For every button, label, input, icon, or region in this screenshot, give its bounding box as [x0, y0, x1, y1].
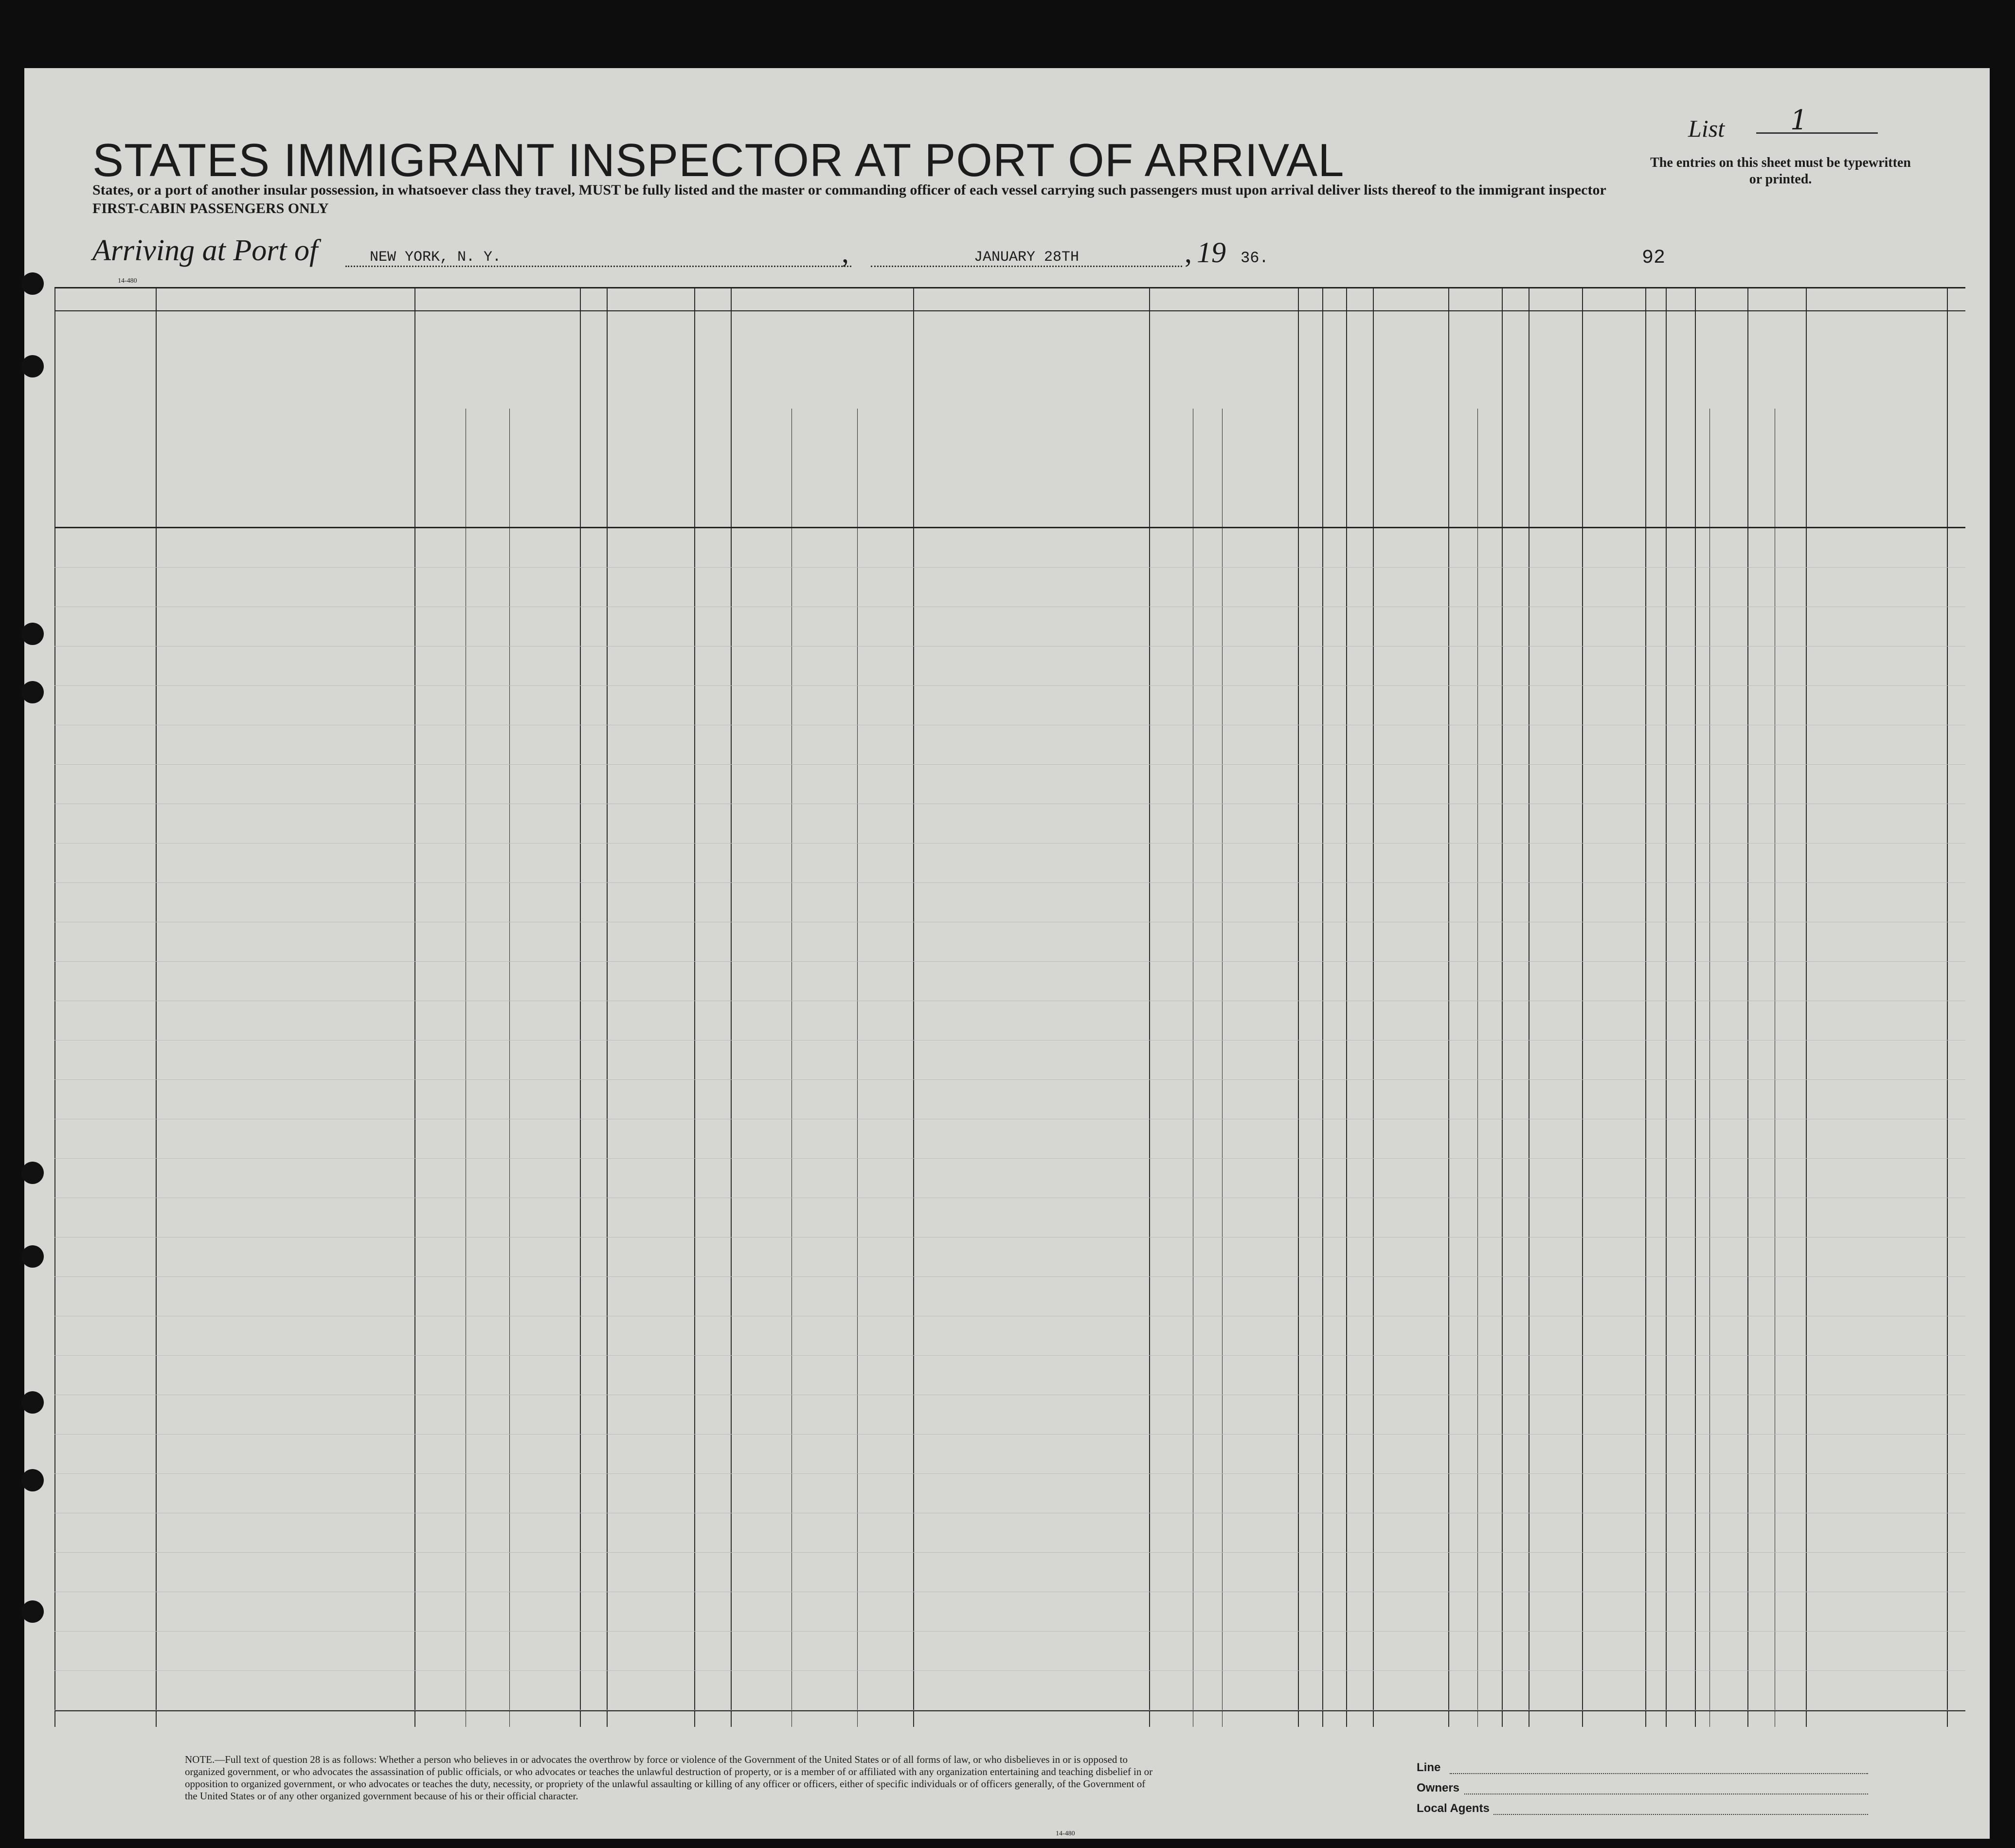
header-polygamist [1324, 326, 1346, 520]
agents-field [1493, 1814, 1868, 1815]
punch-hole [21, 681, 44, 703]
page-number: 92 [1642, 247, 1666, 269]
column-divider [913, 287, 914, 1727]
column-divider [414, 287, 415, 1727]
class-line: FIRST-CABIN PASSENGERS ONLY [92, 200, 329, 216]
manifest-table [54, 287, 1965, 1727]
column-divider [1806, 287, 1807, 1727]
header-q29 [1451, 326, 1477, 520]
row-line [54, 1237, 1965, 1238]
list-number: 1 [1756, 105, 1878, 134]
line-label: Line [1417, 1761, 1441, 1774]
punch-hole [21, 1600, 44, 1623]
row-line [54, 1040, 1965, 1041]
column-divider [1582, 287, 1583, 1727]
year-suffix: 36. [1241, 249, 1269, 267]
line-field [1450, 1773, 1868, 1774]
row-line [54, 1552, 1965, 1553]
header-purpose-a [1154, 370, 1193, 520]
agents-label: Local Agents [1417, 1802, 1490, 1815]
row-line [54, 685, 1965, 686]
header-prison [1300, 326, 1322, 520]
column-divider [156, 287, 157, 1727]
header-q31 [1504, 326, 1529, 520]
row-line [54, 882, 1965, 883]
column-divider [1695, 287, 1696, 1727]
header-q28 [1375, 326, 1448, 520]
list-label: List [1688, 115, 1725, 142]
punch-hole [21, 1469, 44, 1491]
punch-hole [21, 1391, 44, 1414]
header-number-rule [54, 310, 1965, 311]
column-divider [1448, 287, 1449, 1727]
year-prefix: 19 [1197, 236, 1226, 269]
row-line [54, 961, 1965, 962]
comma: , [842, 236, 849, 269]
header-purpose-c [1224, 370, 1295, 520]
column-divider [1298, 287, 1299, 1727]
header-fifty [699, 326, 726, 520]
column-divider [1149, 287, 1150, 1727]
row-line [54, 1670, 1965, 1671]
arriving-label: Arriving at Port of [92, 234, 318, 267]
row-line [54, 567, 1965, 568]
typewritten-note: The entries on this sheet must be typewritten or printed. [1650, 155, 1911, 187]
manifest-sheet [24, 68, 1990, 1839]
punch-hole [21, 1162, 44, 1184]
column-divider [1373, 287, 1374, 1727]
table-bottom-rule [54, 1710, 1965, 1711]
subtitle-text: States, or a port of another insular possession, in whatsoever class they travel, MUST be fully listed and the master or commanding officer of each vessel carrying such passengers must upon arrival deliver lists thereof to the immigrant inspector [92, 182, 1606, 198]
column-divider [1502, 287, 1503, 1727]
form-number-top: 14-480 [118, 277, 137, 285]
row-line [54, 1473, 1965, 1474]
form-number-bottom: 14-480 [1056, 1830, 1075, 1837]
row-line [54, 1434, 1965, 1435]
punch-hole [21, 623, 44, 645]
punch-hole [21, 1245, 44, 1268]
column-divider [580, 287, 581, 1727]
column-divider [694, 287, 695, 1727]
row-line [54, 1158, 1965, 1159]
header-ticket [584, 326, 608, 520]
header-purpose-b [1195, 370, 1222, 520]
header-anarchist [1349, 326, 1373, 520]
row-line [54, 764, 1965, 765]
column-divider [1947, 287, 1948, 1727]
column-divider [1645, 287, 1646, 1727]
page-title: STATES IMMIGRANT INSPECTOR AT PORT OF ARRIVAL [92, 134, 1345, 186]
port-value: NEW YORK, N. Y. [345, 249, 851, 267]
column-divider [1747, 287, 1748, 1727]
column-divider [1346, 287, 1347, 1727]
column-divider [54, 287, 55, 1727]
column-divider [1666, 287, 1667, 1727]
column-divider [1322, 287, 1323, 1727]
header-bottom-rule [54, 527, 1965, 528]
owners-label: Owners [1417, 1781, 1460, 1794]
row-line [54, 1079, 1965, 1080]
row-line [54, 1355, 1965, 1356]
header-top-rule [54, 287, 1965, 288]
row-line [54, 1631, 1965, 1632]
comma: , [1185, 236, 1192, 269]
punch-hole [21, 272, 44, 295]
date-value: JANUARY 28TH [871, 249, 1182, 267]
punch-hole [21, 355, 44, 377]
page-subtitle [92, 181, 1698, 218]
header-q30 [1480, 326, 1502, 520]
column-divider [731, 287, 732, 1727]
row-line [54, 1276, 1965, 1277]
footnote: NOTE.—Full text of question 28 is as follows: Whether a person who believes in or advocates the overthrow by force or violence of the Government of the United States or of all forms of law, or who disbelieves in or is opposed to organized government, or who advocates the assassination of public officials, or who advocates or teaches the unlawful destruction of property, or is a member of or affiliated with any organization entertaining and teaching disbelief in or opposition to organized government, or who advocates or teaches the duty, necessity, or propriety of the unlawful assaulting or killing of any officer or officers, either of specific individuals or of officers generally, of the Government of the United States or of any other organized government because of his or their official character. [185, 1754, 1153, 1802]
